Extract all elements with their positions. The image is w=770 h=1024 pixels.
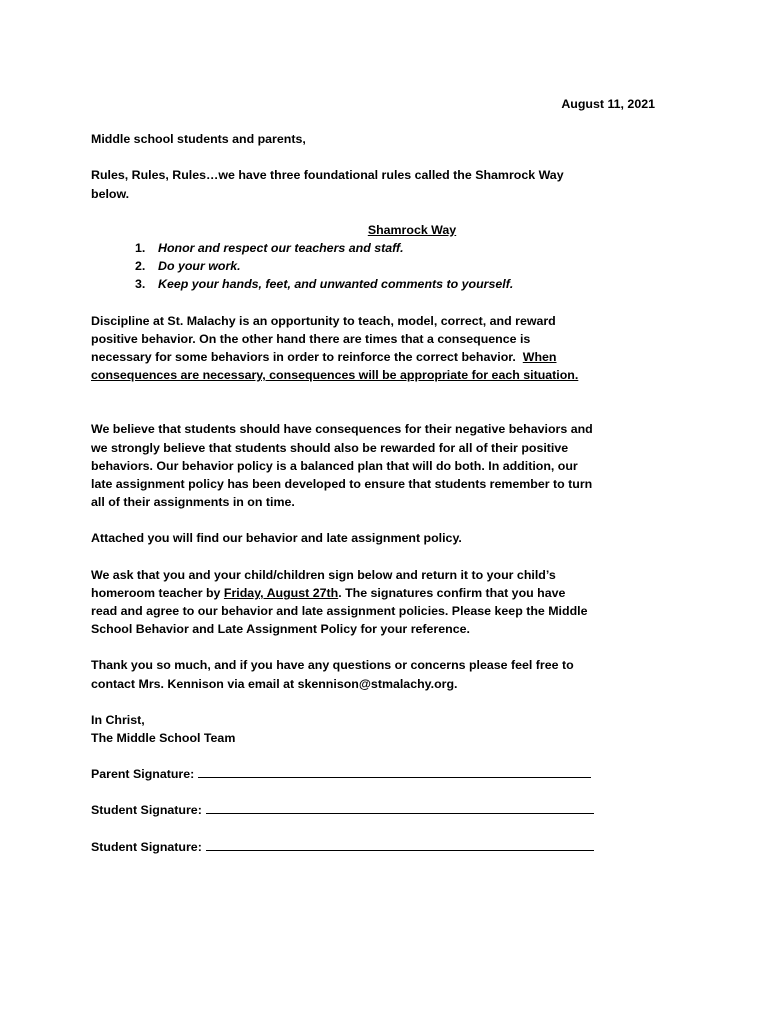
salutation: Middle school students and parents, <box>91 132 306 147</box>
rule-number: 1. <box>135 241 146 256</box>
believe-line: behaviors. Our behavior policy is a balanced plan that will do both. In addition, our <box>91 458 578 473</box>
ask-text: homeroom teacher by <box>91 585 224 600</box>
thanks-paragraph <box>91 656 683 692</box>
discipline-line <box>91 348 683 366</box>
student-signature-label: Student Signature: <box>91 803 202 818</box>
ask-line: School Behavior and Late Assignment Policy for your reference. <box>91 622 470 637</box>
closing-signoff: The Middle School Team <box>91 731 236 746</box>
believe-line: late assignment policy has been developed to ensure that students remember to turn <box>91 477 593 492</box>
thanks-line: Thank you so much, and if you have any questions or concerns please feel free to <box>91 658 574 673</box>
closing-line: In Christ, <box>91 712 145 727</box>
parent-signature-label: Parent Signature: <box>91 767 195 782</box>
believe-paragraph <box>91 420 683 511</box>
discipline-line: positive behavior. On the other hand there are times that a consequence is <box>91 331 531 346</box>
letter-date: August 11, 2021 <box>561 97 655 111</box>
student-signature-label: Student Signature: <box>91 839 202 854</box>
discipline-text: necessary for some behaviors in order to reinforce the correct behavior. <box>91 350 523 365</box>
discipline-emphasis-line: consequences are necessary, consequences will be appropriate for each situation. <box>91 368 579 383</box>
rules-list <box>91 239 691 294</box>
believe-line: we strongly believe that students should also be rewarded for all of their positive <box>91 440 569 455</box>
rule-item <box>91 257 691 275</box>
rule-text: Keep your hands, feet, and unwanted comments to yourself. <box>158 277 514 292</box>
intro-line: Rules, Rules, Rules…we have three foundational rules called the Shamrock Way <box>91 168 564 183</box>
thanks-line: contact Mrs. Kennison via email at skennison@stmalachy.org. <box>91 676 458 691</box>
parent-signature-line[interactable] <box>198 766 591 778</box>
ask-line <box>91 584 683 602</box>
discipline-emphasis: When <box>522 350 557 365</box>
ask-line: read and agree to our behavior and late assignment policies. Please keep the Middle <box>91 604 588 619</box>
rule-item <box>91 275 691 293</box>
ask-text: . The signatures confirm that you have <box>338 585 566 600</box>
rule-number: 3. <box>135 277 146 292</box>
rules-title: Shamrock Way <box>367 222 457 237</box>
discipline-paragraph <box>91 312 683 385</box>
rule-text: Do your work. <box>158 259 241 274</box>
intro-line: below. <box>91 186 130 201</box>
due-date: Friday, August 27th <box>223 585 339 600</box>
student-signature-line[interactable] <box>206 839 594 851</box>
intro-paragraph <box>91 166 691 202</box>
parent-signature-row <box>91 765 691 783</box>
rule-number: 2. <box>135 259 146 274</box>
letter-page <box>91 95 691 856</box>
believe-line: We believe that students should have consequences for their negative behaviors and <box>91 422 593 437</box>
attached-paragraph: Attached you will find our behavior and late assignment policy. <box>91 531 462 546</box>
rule-text: Honor and respect our teachers and staff. <box>158 241 404 256</box>
student-signature-row <box>91 838 691 856</box>
discipline-line: Discipline at St. Malachy is an opportunity to teach, model, correct, and reward <box>91 313 556 328</box>
ask-paragraph <box>91 566 683 639</box>
student-signature-row <box>91 801 691 819</box>
student-signature-line[interactable] <box>206 802 594 814</box>
ask-line: We ask that you and your child/children sign below and return it to your child’s <box>91 567 556 582</box>
believe-line: all of their assignments in on time. <box>91 495 295 510</box>
rule-item <box>91 239 691 257</box>
